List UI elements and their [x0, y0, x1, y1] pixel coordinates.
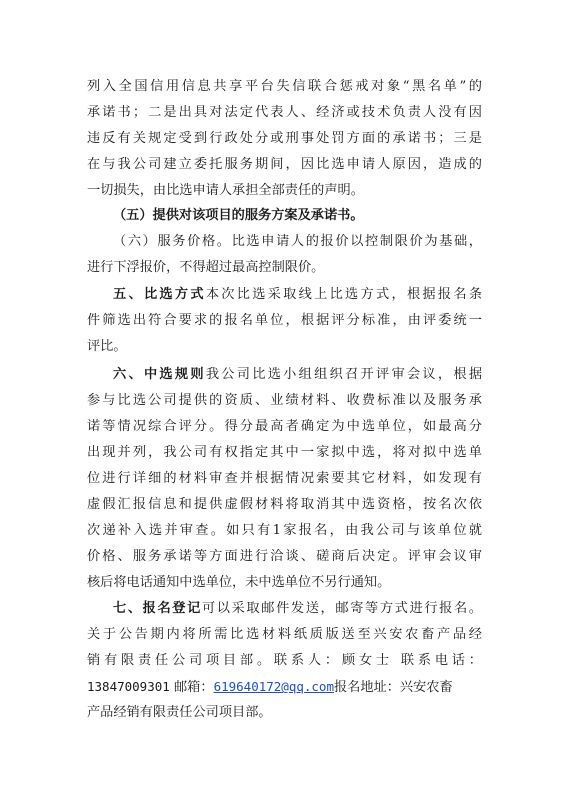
section-heading: 五、比选方式: [113, 287, 206, 302]
section-heading: 六、中选规则: [113, 367, 206, 382]
text-line: 位进行详细的材料审查并根据情况索要其它材料，如发现有: [87, 471, 482, 486]
text-span: 可以采取邮件发送，邮寄等方式进行报名。: [201, 601, 482, 616]
email-label: 邮箱：: [169, 680, 214, 695]
text-line: 进行下浮报价，不得超过最高控制限价。: [87, 260, 325, 275]
text-line: 参与比选公司提供的资质、业绩材料、收费标准以及服务承: [87, 393, 482, 408]
text-line: 一切损失，由比选申请人承担全部责任的声明。: [87, 183, 364, 198]
section-heading: 七、报名登记: [113, 601, 202, 616]
text-line: 在与我公司建立委托服务期间，因比选申请人原因，造成的: [87, 157, 482, 172]
text-line: 次递补入选并审查。如只有1家报名，由我公司与该单位就: [87, 523, 482, 538]
text-span: 我公司比选小组组织召开评审会议，根据: [205, 367, 482, 382]
paragraph-line: [113, 282, 482, 308]
text-line: 虚假汇报信息和提供虚假材料将取消其中选资格，按名次依: [87, 497, 482, 512]
text-line: 出现并列，我公司有权指定其中一家拟中选，将对拟中选单: [87, 445, 482, 460]
text-line: 价格、服务承诺等方面进行洽谈、磋商后决定。评审会议审: [87, 549, 482, 564]
phone-number: 13847009301: [87, 679, 170, 694]
text-line: 销有限责任公司项目部。联系人：顾女士 联系电话：: [87, 653, 482, 668]
text-line: 件筛选出符合要求的报名单位，根据评分标准，由评委统一: [87, 313, 482, 328]
text-line: 承诺书；二是出具对法定代表人、经济或技术负责人没有因: [87, 105, 482, 120]
paragraph-line: [113, 362, 482, 388]
text-line: 违反有关规定受到行政处分或刑事处罚方面的承诺书；三是: [87, 131, 482, 146]
contact-line: [87, 674, 482, 700]
subsection-heading: （五）提供对该项目的服务方案及承诺书。: [113, 208, 364, 223]
text-line: 评比。: [87, 339, 127, 354]
text-span: 本次比选采取线上比选方式，根据报名条: [205, 287, 482, 302]
text-line: （六）服务价格。比选申请人的报价以控制限价为基础，: [113, 234, 482, 249]
text-line: 产品经销有限责任公司项目部。: [87, 705, 272, 720]
text-line: 关于公告期内将所需比选材料纸质版送至兴安农畜产品经: [87, 627, 482, 642]
paragraph-line: [113, 596, 482, 622]
text-line: 核后将电话通知中选单位，未中选单位不另行通知。: [87, 575, 391, 590]
text-line: 诺等情况综合评分。得分最高者确定为中选单位，如最高分: [87, 419, 482, 434]
address-label: 报名地址：兴安农畜: [333, 680, 453, 695]
text-line: 列入全国信用信息共享平台失信联合惩戒对象“黑名单”的: [87, 79, 482, 94]
email-link[interactable]: 619640172@qq.com: [213, 679, 334, 694]
